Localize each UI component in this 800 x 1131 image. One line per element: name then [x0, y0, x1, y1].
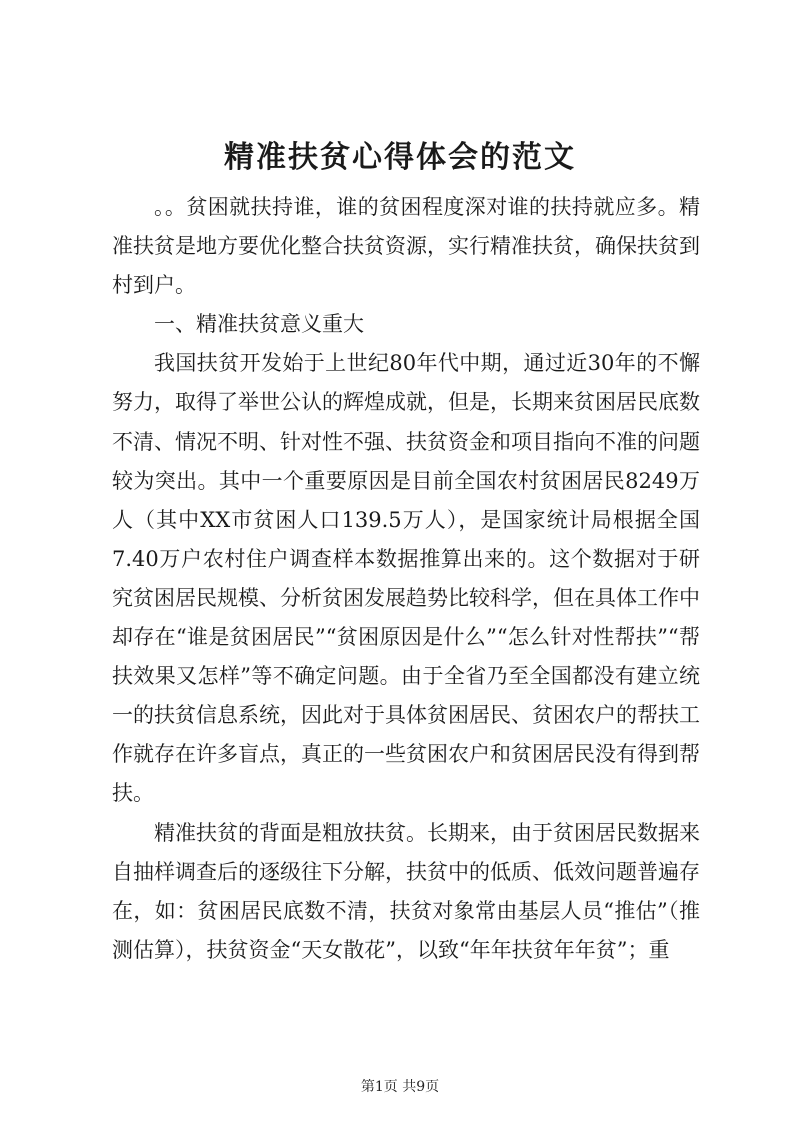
section-heading: 一、精准扶贫意义重大 [154, 312, 364, 337]
document-body [112, 188, 700, 970]
document-title: 精准扶贫心得体会的范文 [224, 140, 576, 175]
page-number-footer: 第1页 共9页 [360, 1079, 440, 1095]
paragraph-intro: 。。贫困就扶持谁，谁的贫困程度深对谁的扶持就应多。精准扶贫是地方要优化整合扶贫资源，实行精准扶贫，确保扶贫到村到户。 [112, 195, 700, 298]
paragraph-background: 我国扶贫开发始于上世纪80年代中期，通过近30年的不懈努力，取得了举世公认的辉煌成就，但是，长期来贫困居民底数不清、情况不明、针对性不强、扶贫资金和项目指向不准的问题较为突出。其中一个重要原因是目前全国农村贫困居民8249万人（其中XX市贫困人口139.5万人），是国家统计局根据全国7.40万户农村住户调查样本数据推算出来的。这个数据对于研究贫困居民规模、分析贫困发展趋势比较科学，但在具体工作中却存在“谁是贫困居民”“贫困原因是什么”“怎么针对性帮扶”“帮扶效果又怎样”等不确定问题。由于全省乃至全国都没有建立统一的扶贫信息系统，因此对于具体贫困居民、贫困农户的帮扶工作就存在许多盲点，真正的一些贫困农户和贫困居民没有得到帮扶。 [112, 351, 700, 806]
paragraph-contrast: 精准扶贫的背面是粗放扶贫。长期来，由于贫困居民数据来自抽样调查后的逐级往下分解，扶贫中的低质、低效问题普遍存在，如：贫困居民底数不清，扶贫对象常由基层人员“推估”（推测估算），扶贫资金“天女散花”，以致“年年扶贫年年贫”；重 [112, 820, 700, 962]
